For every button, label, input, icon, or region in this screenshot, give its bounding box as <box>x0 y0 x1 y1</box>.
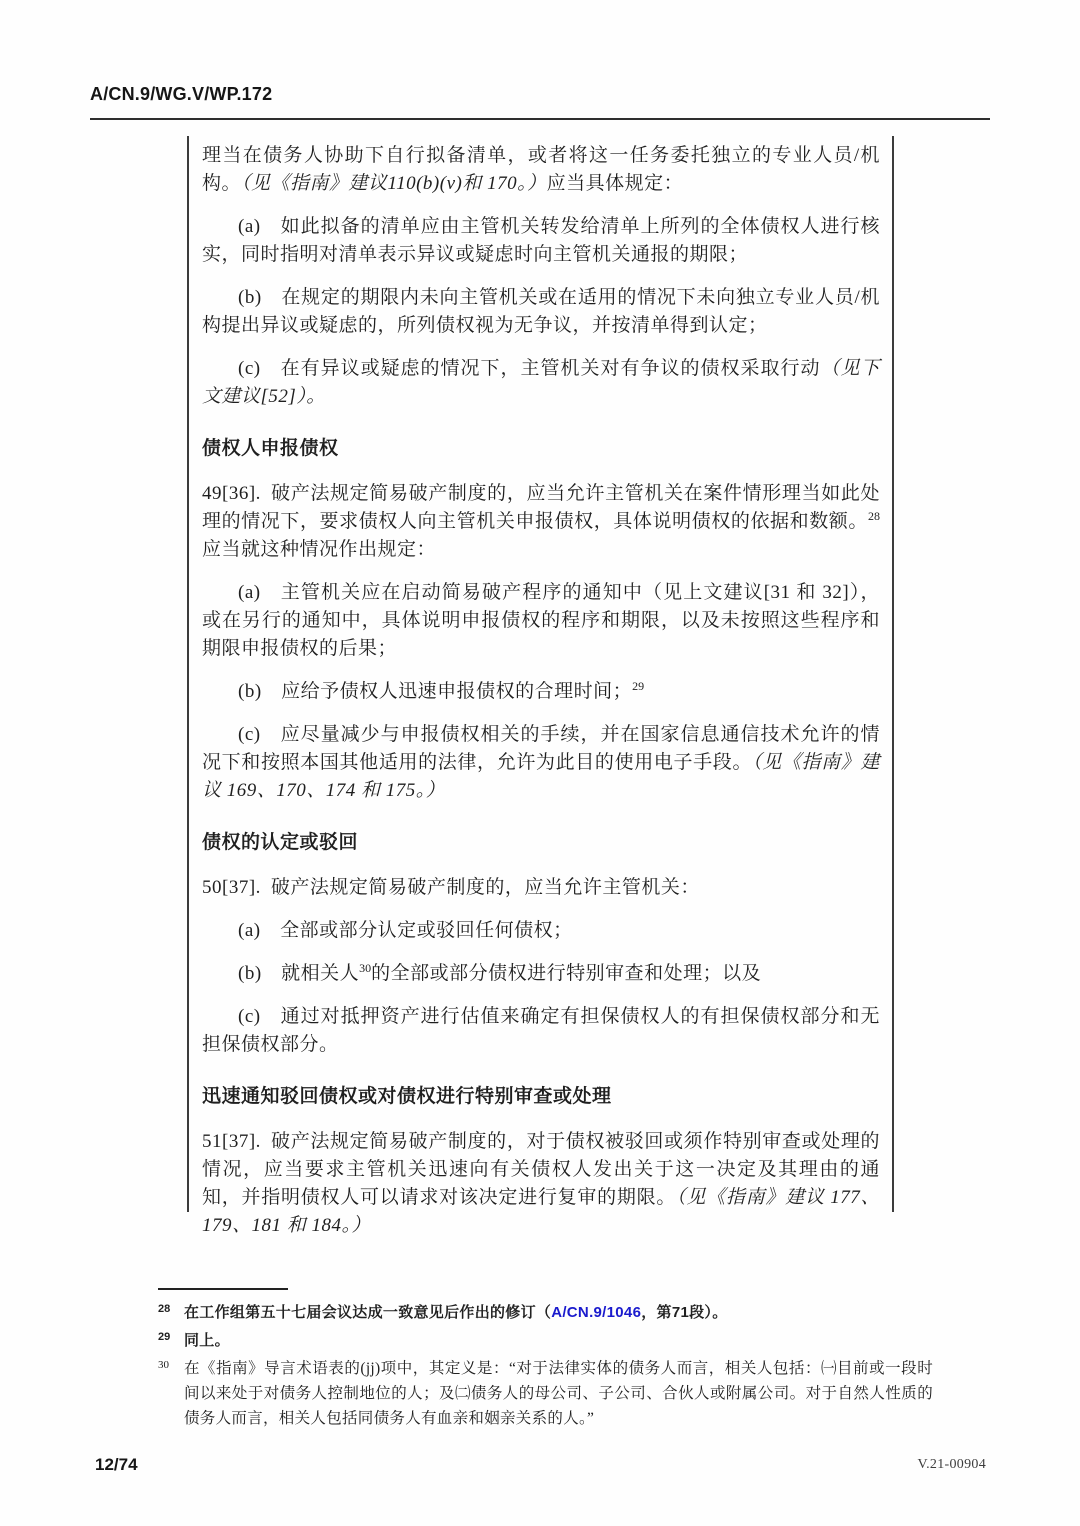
paragraph <box>202 678 880 706</box>
section-heading <box>202 829 880 857</box>
footnote-ref: 28 <box>868 509 880 523</box>
paragraph <box>202 142 880 198</box>
text-run: 理当在债务人协助下自行拟备清单，或者将这一任务委托独立的专业人员/机构。 <box>202 145 880 194</box>
text-run: (c) 通过对抵押资产进行估值来确定有担保债权人的有担保债权部分和无担保债权部分。 <box>202 1006 880 1055</box>
paragraph <box>202 874 880 902</box>
footer-doc-id: V.21-00904 <box>917 1457 986 1472</box>
footnote-separator <box>158 1288 288 1290</box>
paragraph <box>202 213 880 269</box>
text-run: ，第71段）。 <box>641 1304 728 1321</box>
text-run: （见《指南》建议 169、170、174 和 175。） <box>202 752 880 801</box>
paragraph <box>202 1003 880 1059</box>
text-run: 同上。 <box>184 1332 230 1349</box>
footnote-text <box>184 1328 933 1353</box>
footnote-number: 29 <box>158 1331 171 1343</box>
text-run: (a) 全部或部分认定或驳回任何债权； <box>238 920 573 941</box>
footnote-item <box>158 1300 933 1325</box>
text-run: （见下文建议[52]）。 <box>202 358 880 407</box>
footnote-item <box>158 1328 933 1353</box>
text-run: 51[37]. 破产法规定简易破产制度的，对于债权被驳回或须作特别审查或处理的情况，应当要求主管机关迅速向有关债权人发出关于这一决定及其理由的通知，并指明债权人可以请求对该决定进行复审的期限。 <box>202 1131 880 1208</box>
text-run: (c) 在有异议或疑虑的情况下，主管机关对有争议的债权采取行动 <box>238 358 821 379</box>
footnote-item <box>158 1356 933 1431</box>
text-run: (b) 就相关人 <box>238 963 360 984</box>
paragraph <box>202 960 880 988</box>
footnote-number: 28 <box>158 1303 171 1315</box>
footnote-number: 30 <box>158 1359 169 1371</box>
footnote-text <box>184 1300 933 1325</box>
paragraph <box>202 721 880 805</box>
text-run: 在《指南》导言术语表的(jj)项中，其定义是：“对于法律实体的债务人而言，相关人包括：㈠目前或一段时间以来处于对债务人控制地位的人；及㈡债务人的母公司、子公司、合伙人或附属公司。对于自然人性质的债务人而言，相关人包括同债务人有血亲和姻亲关系的人。” <box>184 1360 933 1427</box>
paragraph <box>202 917 880 945</box>
text-run: 债权人申报债权 <box>202 438 339 459</box>
footnote-ref: 30 <box>359 961 372 975</box>
text-run: 49[36]. 破产法规定简易破产制度的，应当允许主管机关在案件情形理当如此处理的情况下，要求债权人向主管机关申报债权，具体说明债权的依据和数额。 <box>202 483 880 532</box>
text-run: (b) 应给予债权人迅速申报债权的合理时间； <box>238 681 633 702</box>
footnotes-section <box>158 1288 933 1434</box>
text-run: 50[37]. 破产法规定简易破产制度的，应当允许主管机关： <box>202 877 700 898</box>
text-run: （见《指南》建议110(b)(v)和 170。） <box>241 173 547 194</box>
text-run: (a) 如此拟备的清单应由主管机关转发给清单上所列的全体债权人进行核实，同时指明对清单表示异议或疑虑时向主管机关通报的期限； <box>202 216 880 265</box>
text-run: (b) 在规定的期限内未向主管机关或在适用的情况下未向独立专业人员/机构提出异议或疑虑的，所列债权视为无争议，并按清单得到认定； <box>202 287 880 336</box>
footnote-text <box>184 1356 933 1431</box>
paragraph <box>202 355 880 411</box>
footer-page-number: 12/74 <box>95 1455 138 1474</box>
paragraph <box>202 1128 880 1240</box>
text-run: (a) 主管机关应在启动简易破产程序的通知中（见上文建议[31 和 32]），或在另行的通知中，具体说明申报债权的程序和期限，以及未按照这些程序和期限申报债权的后果； <box>202 582 880 659</box>
paragraph <box>202 284 880 340</box>
doc-link[interactable]: A/CN.9/1046 <box>551 1304 642 1321</box>
text-run: 应当具体规定： <box>546 173 684 194</box>
text-run: 债权的认定或驳回 <box>202 832 359 853</box>
paragraph <box>202 579 880 663</box>
header-rule <box>90 118 990 120</box>
text-run: （见《指南》建议 177、179、181 和 184。） <box>202 1187 880 1236</box>
text-run: 在工作组第五十七届会议达成一致意见后作出的修订（ <box>184 1304 552 1321</box>
text-run: 应当就这种情况作出规定： <box>202 539 437 560</box>
paragraph <box>202 480 880 564</box>
text-run: 的全部或部分债权进行特别审查和处理；以及 <box>371 963 762 984</box>
footnotes-list <box>158 1300 933 1431</box>
document-body <box>187 136 894 1236</box>
text-run: (c) 应尽量减少与申报债权相关的手续，并在国家信息通信技术允许的情况下和按照本国其他适用的法律，允许为此目的使用电子手段。 <box>202 724 880 773</box>
text-run: 迅速通知驳回债权或对债权进行特别审查或处理 <box>202 1086 612 1107</box>
footnote-ref: 29 <box>632 679 645 693</box>
header-doc-symbol: A/CN.9/WG.V/WP.172 <box>90 84 273 104</box>
section-heading <box>202 435 880 463</box>
section-heading <box>202 1083 880 1111</box>
